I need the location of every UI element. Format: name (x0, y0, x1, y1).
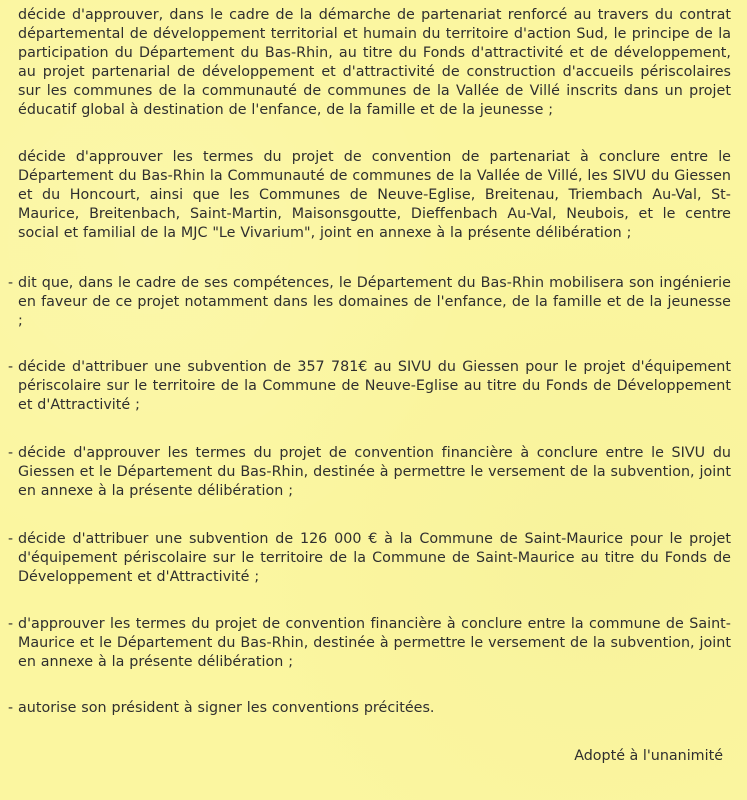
resolution-item-8 (8, 699, 731, 718)
bullet-dash: - (8, 700, 14, 716)
resolution-item-4 (8, 358, 731, 415)
bullet-dash: - (8, 531, 14, 547)
bullet-dash: - (8, 616, 14, 632)
resolution-text: autorise son président à signer les conventions précitées. (18, 700, 435, 716)
resolution-text: dit que, dans le cadre de ses compétences, le Département du Bas-Rhin mobilisera son ingénierie en faveur de ce projet notamment dans les domaines de l'enfance, de la famille et de la jeunesse ; (18, 275, 731, 329)
bullet-dash: - (8, 445, 14, 461)
bullet-dash: - (8, 275, 14, 291)
resolution-item-3 (8, 274, 731, 331)
adoption-note: Adopté à l'unanimité (574, 748, 723, 764)
resolution-text: décide d'attribuer une subvention de 357 781€ au SIVU du Giessen pour le projet d'équipement périscolaire sur le territoire de la Commune de Neuve-Eglise au titre du Fonds de Développement et d'Attractivité ; (18, 359, 731, 413)
resolution-text: décide d'attribuer une subvention de 126 000 € à la Commune de Saint-Maurice pour le projet d'équipement périscolaire sur le territoire de la Commune de Saint-Maurice au titre du Fonds de Développement et d'Attractivité ; (18, 531, 731, 585)
resolution-item-6 (8, 530, 731, 587)
resolution-text: d'approuver les termes du projet de convention financière à conclure entre la commune de Saint-Maurice et le Département du Bas-Rhin, destinée à permettre le versement de la subvention, joint en annexe à la présente délibération ; (18, 616, 731, 670)
bullet-dash: - (8, 359, 14, 375)
resolution-text: décide d'approuver les termes du projet de convention de partenariat à conclure entre le Département du Bas-Rhin la Communauté de communes de la Vallée de Villé, les SIVU du Giessen et du Honcourt, ainsi que les Communes de Neuve-Eglise, Breitenau, Triembach Au-Val, St-Maurice, Breitenbach, Saint-Martin, Maisonsgoutte, Dieffenbach Au-Val, Neubois, et le centre social et familial de la MJC "Le Vivarium", joint en annexe à la présente délibération ; (18, 149, 731, 241)
resolution-item-1 (18, 6, 731, 120)
resolution-text: décide d'approuver les termes du projet de convention financière à conclure entre le SIVU du Giessen et le Département du Bas-Rhin, destinée à permettre le versement de la subvention, joint en annexe à la présente délibération ; (18, 445, 731, 499)
resolution-text: décide d'approuver, dans le cadre de la démarche de partenariat renforcé au travers du contrat départemental de développement territorial et humain du territoire d'action Sud, le principe de la participation du Département du Bas-Rhin, au titre du Fonds d'attractivité et de développement, au projet partenarial de développement et d'attractivité de construction d'accueils périscolaires sur les communes de la communauté de communes de la Vallée de Villé inscrits dans un projet éducatif global à destination de l'enfance, de la famille et de la jeunesse ; (18, 7, 731, 118)
resolution-item-7 (8, 615, 731, 672)
resolution-item-2 (18, 148, 731, 243)
resolution-item-5 (8, 444, 731, 501)
